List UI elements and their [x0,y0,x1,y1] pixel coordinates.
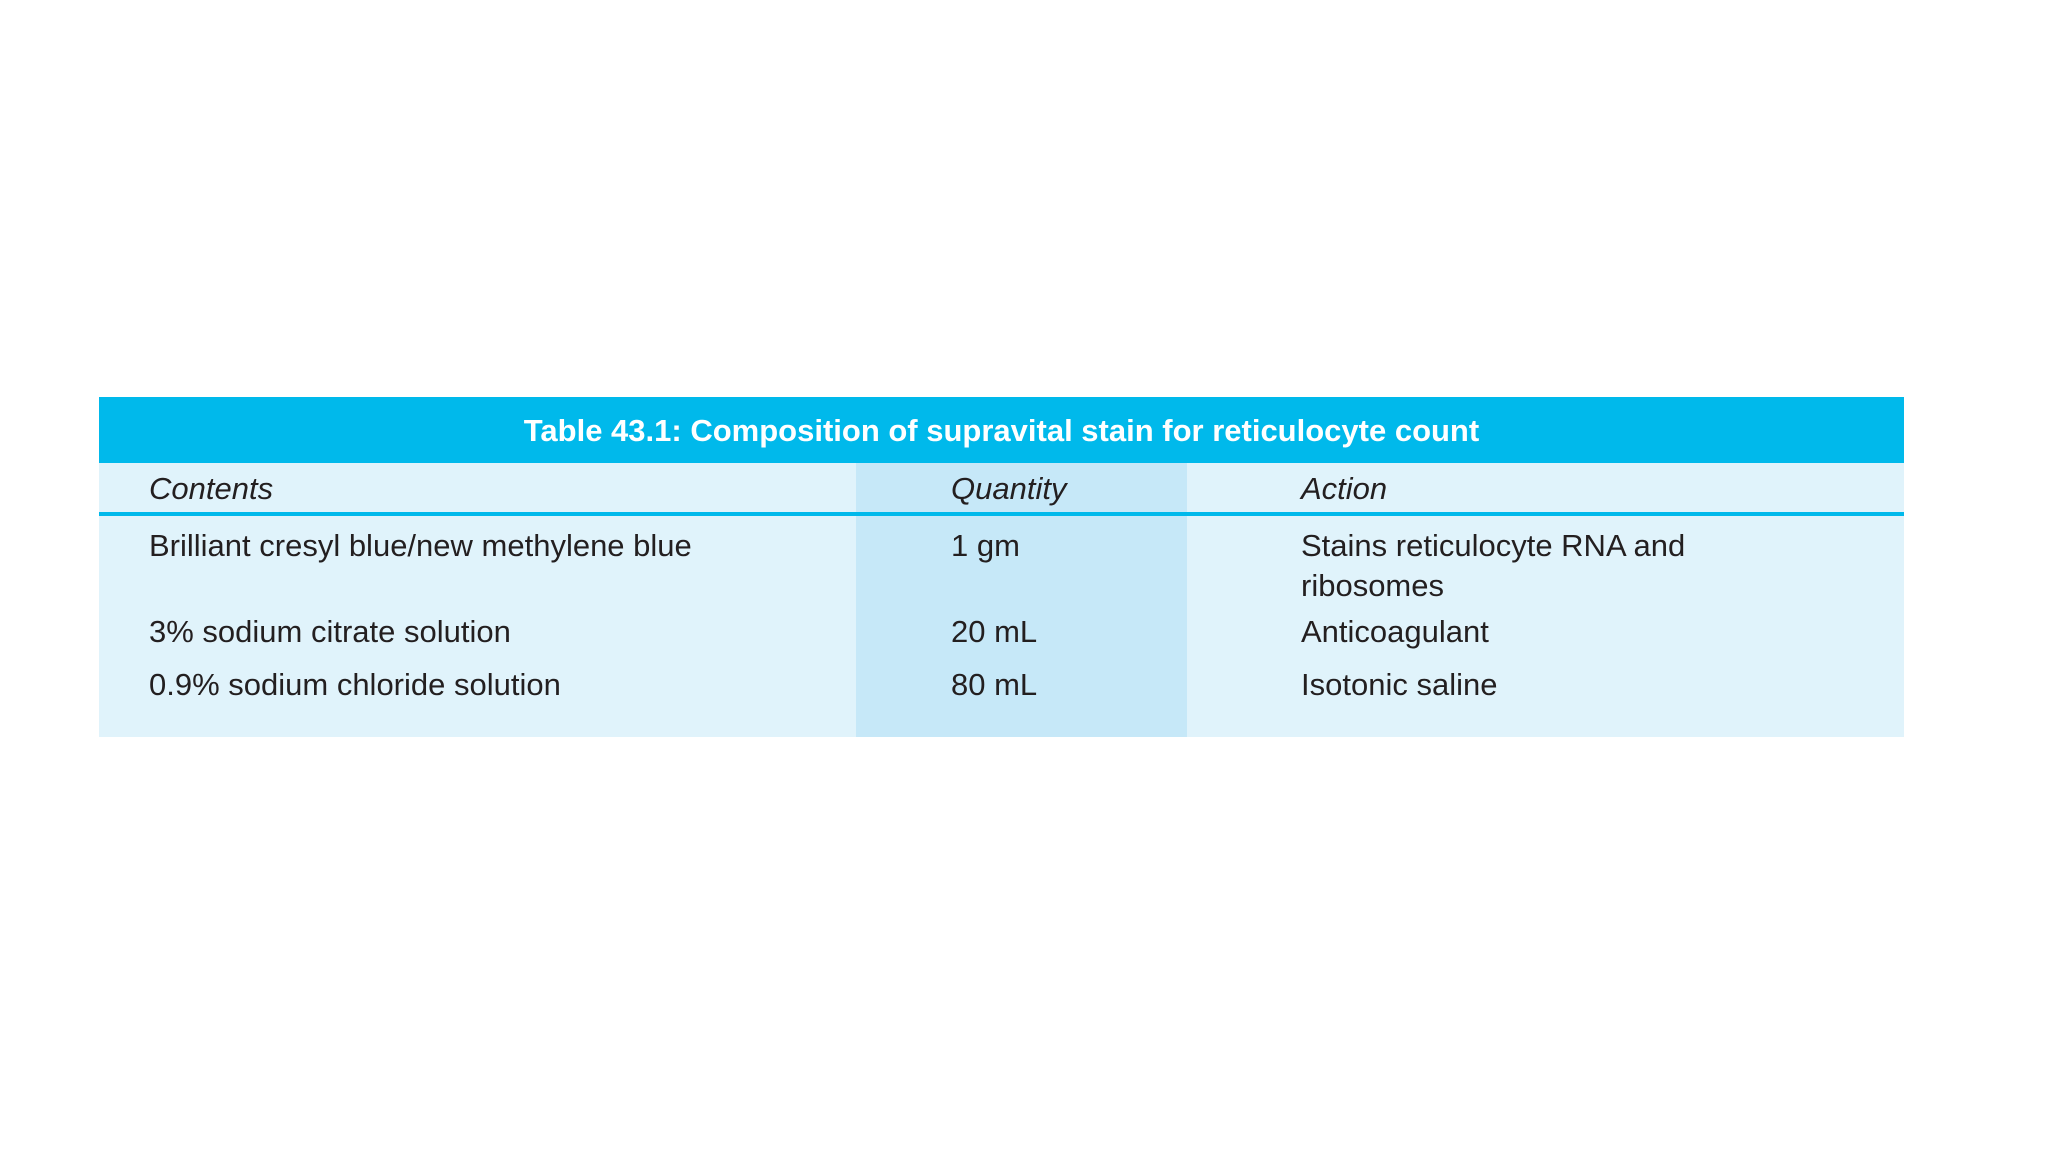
table-row [99,662,1904,715]
table-row [99,609,1904,662]
table-header-row [99,463,1904,516]
cell-action: Anticoagulant [1301,614,1489,649]
cell-contents: Brilliant cresyl blue/new methylene blue [149,528,692,563]
header-quantity: Quantity [951,471,1067,506]
cell-contents: 0.9% sodium chloride solution [149,667,561,702]
table-row [99,516,1904,609]
header-action: Action [1301,471,1388,506]
cell-quantity: 80 mL [951,667,1038,702]
table-title: Table 43.1: Composition of supravital stain for reticulocyte count [99,397,1904,463]
cell-quantity: 1 gm [951,528,1020,563]
cell-action: Isotonic saline [1301,667,1498,702]
table-body [99,516,1904,715]
table-grid [99,463,1904,737]
cell-contents: 3% sodium citrate solution [149,614,511,649]
composition-table [99,397,1904,737]
header-contents: Contents [149,471,274,506]
cell-quantity: 20 mL [951,614,1038,649]
cell-action: Stains reticulocyte RNA and ribosomes [1301,528,1686,603]
